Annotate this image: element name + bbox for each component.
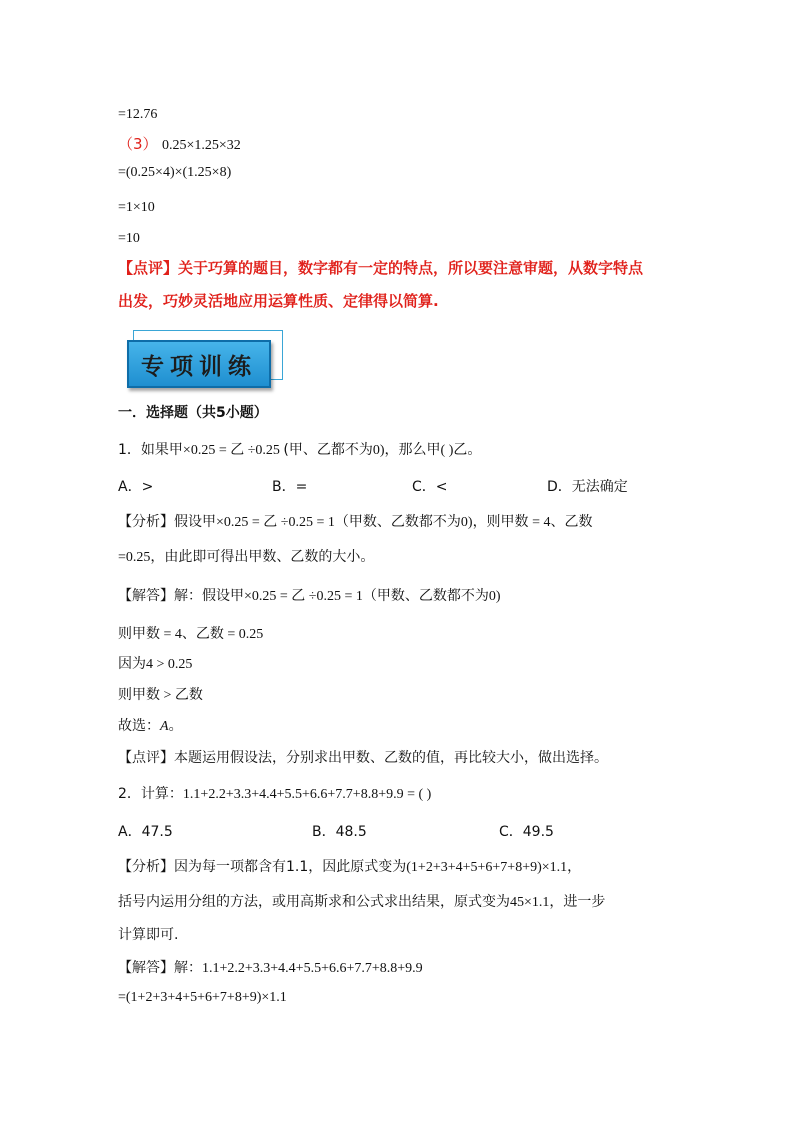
answer-math: 1.1+2.2+3.3+4.4+5.5+6.6+7.7+8.8+9.9 [202, 961, 423, 976]
analysis-text: 【分析】假设甲 [118, 514, 216, 530]
step-text: 故选： [118, 718, 160, 734]
analysis-text: 【分析】因为每一项都含有1.1，因此原式变为 [118, 859, 407, 875]
stem-text: 乙 [230, 442, 245, 458]
solution-step [118, 685, 203, 706]
answer-text: 【解答】解：假设甲 [118, 588, 244, 604]
step-math: = 0.25 [223, 627, 264, 642]
analysis-line: 计算即可. [118, 927, 179, 943]
step-math: = 4 [160, 627, 182, 642]
analysis-line [118, 547, 374, 568]
analysis-text: 括号内运用分组的方法，或用高斯求和公式求出结果，原式变为 [118, 894, 510, 910]
option-b: B．48.5 [312, 824, 367, 840]
answer-line [118, 586, 501, 607]
analysis-math: 0) [460, 515, 473, 530]
answer-text: （甲数、乙数都不为 [362, 588, 489, 604]
analysis-math: =0.25 [118, 550, 151, 565]
banner-box [127, 340, 271, 388]
analysis-math: = 4 [528, 515, 551, 530]
analysis-line [118, 892, 605, 913]
step-text: 则甲数 [118, 687, 160, 703]
analysis-text: ，由此即可得出甲数、乙数的大小。 [150, 549, 375, 565]
stem-math: 1.1+2.2+3.3+4.4+5.5+6.6+7.7+8.8+9.9 = ( ) [182, 787, 432, 802]
stem-text: 乙。 [453, 442, 482, 458]
equation-line: =12.76 [118, 107, 158, 122]
step-text: 乙数 [174, 687, 203, 703]
analysis-math: (1+2+3+4+5+6+7+8+9)×1.1 [406, 860, 568, 875]
analysis-line [118, 857, 581, 878]
answer-math: ÷0.25 = 1 [305, 589, 363, 604]
option-a: A．> [118, 479, 154, 495]
sub-question-expression: 0.25×1.25×32 [162, 138, 241, 153]
solution-step [118, 654, 192, 675]
option-d: D．无法确定 [547, 479, 628, 495]
option-c: C．49.5 [499, 824, 554, 840]
analysis-math: 45×1.1 [510, 895, 550, 910]
comment-line: 【点评】本题运用假设法，分别求出甲数、乙数的值，再比较大小，做出选择。 [118, 750, 608, 766]
solution-step [118, 624, 263, 645]
answer-math: ×0.25 = [244, 589, 292, 604]
answer-math: 0) [488, 589, 501, 604]
step-text: 因为 [118, 656, 146, 672]
answer-line [118, 958, 423, 979]
section-title: 一．选择题（共5小题） [118, 405, 268, 421]
equation-line: =10 [118, 231, 140, 246]
option-a: A．47.5 [118, 824, 173, 840]
analysis-text: ，进一步 [549, 894, 606, 910]
analysis-text: ，则甲数 [472, 514, 529, 530]
question-stem [118, 784, 431, 805]
stem-text: (甲、乙都不为 [283, 442, 373, 458]
analysis-line [118, 512, 592, 533]
stem-text: 1．如果甲 [118, 442, 183, 458]
comment-line: 【点评】关于巧算的题目，数字都有一定的特点，所以要注意审题，从数字特点 [118, 259, 644, 277]
section-banner [127, 330, 283, 392]
stem-text: 2．计算： [118, 786, 183, 802]
equation-line: =(1+2+3+4+5+6+7+8+9)×1.1 [118, 990, 287, 1005]
sub-question [118, 134, 241, 156]
answer-text: 乙 [291, 588, 306, 604]
option-b: B．= [272, 479, 308, 495]
analysis-math: ÷0.25 = 1 [277, 515, 335, 530]
stem-math: 0) [372, 443, 385, 458]
banner-title: 专项训练 [141, 352, 257, 380]
analysis-math: ×0.25 = [216, 515, 264, 530]
comment-line: 出发，巧妙灵活地应用运算性质、定律得以简算. [118, 292, 439, 310]
equation-line: =(0.25×4)×(1.25×8) [118, 165, 232, 180]
step-math: 4 > 0.25 [146, 657, 193, 672]
analysis-text: 、乙数 [550, 514, 593, 530]
equation-line: =1×10 [118, 200, 155, 215]
step-text: 则甲数 [118, 626, 160, 642]
step-math: A [160, 719, 169, 734]
answer-blank: ( ) [440, 443, 454, 458]
solution-step [118, 716, 183, 737]
analysis-text: 乙 [263, 514, 278, 530]
step-text: 、乙数 [181, 626, 224, 642]
stem-text: ，那么甲 [384, 442, 441, 458]
analysis-text: （甲数、乙数都不为 [334, 514, 461, 530]
stem-math: ×0.25 = [182, 443, 231, 458]
step-math: > [160, 688, 175, 703]
option-c: C．< [412, 479, 448, 495]
answer-text: 【解答】解： [118, 960, 202, 976]
stem-math: ÷0.25 [244, 443, 284, 458]
analysis-text: ， [567, 859, 582, 875]
question-stem [118, 440, 481, 461]
step-text: 。 [168, 718, 183, 734]
sub-question-label: （3） [118, 135, 158, 153]
